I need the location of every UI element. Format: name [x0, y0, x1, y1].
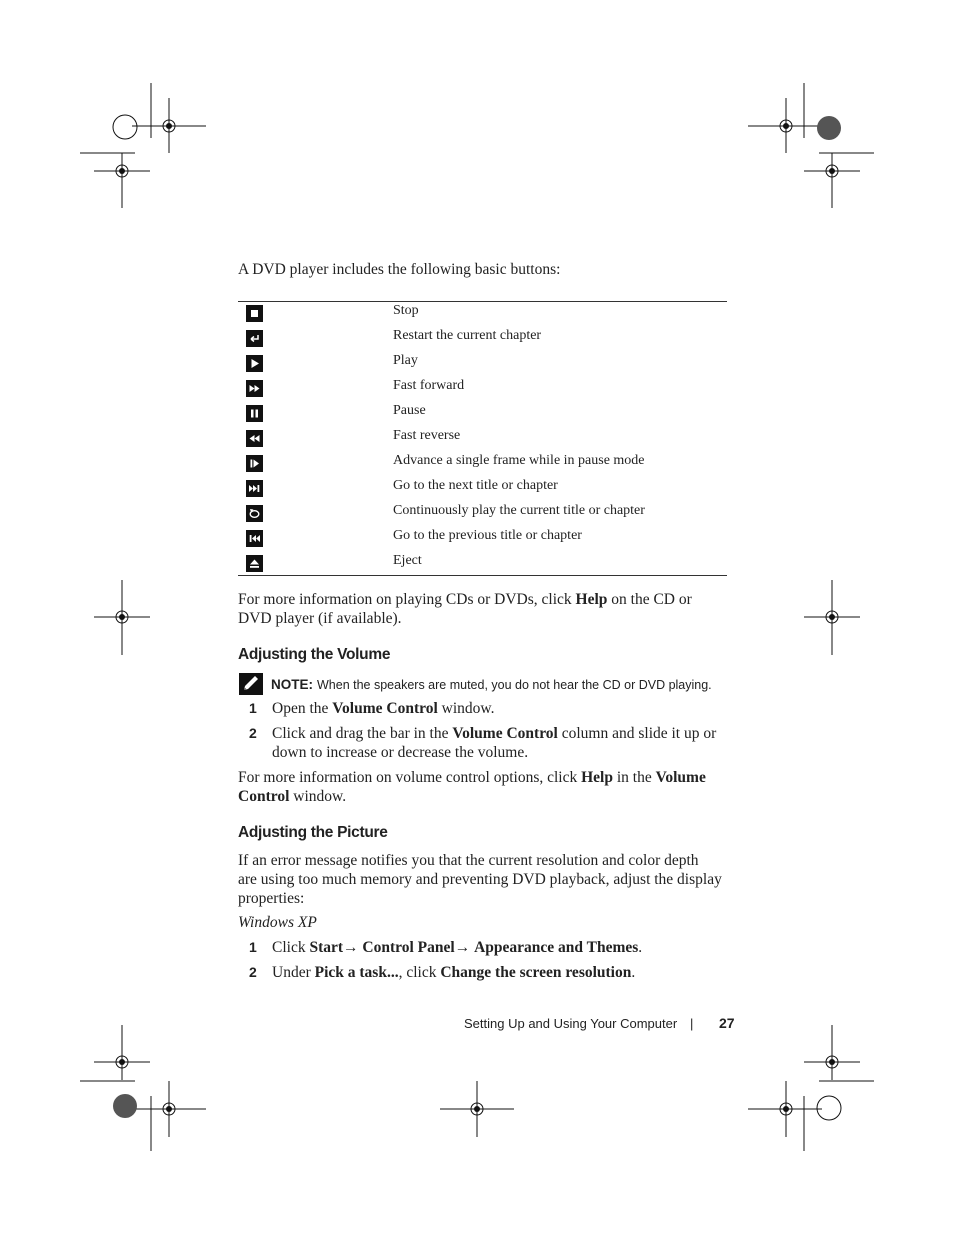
repeat-icon	[246, 505, 263, 522]
button-description: Continuously play the current title or chapter	[393, 503, 645, 518]
step-number: 1	[249, 939, 257, 955]
note-text: When the speakers are muted, you do not hear the CD or DVD playing.	[317, 678, 712, 692]
footer-separator: |	[690, 1016, 694, 1031]
button-description: Fast reverse	[393, 428, 461, 443]
button-description: Stop	[393, 303, 419, 318]
frame-advance-icon	[246, 455, 263, 472]
stop-icon	[246, 305, 263, 322]
fast-forward-icon	[246, 380, 263, 397]
step-number: 2	[249, 725, 257, 741]
step-number: 1	[249, 700, 257, 716]
os-label: Windows XP	[238, 914, 317, 931]
picture-step-2: Under Pick a task..., click Change the screen resolution.	[272, 964, 636, 981]
button-description: Pause	[393, 403, 426, 418]
next-chapter-icon	[246, 480, 263, 497]
button-description: Fast forward	[393, 378, 465, 393]
footer-title: Setting Up and Using Your Computer	[464, 1016, 678, 1031]
eject-icon	[246, 555, 263, 572]
note	[271, 676, 712, 694]
button-description: Go to the next title or chapter	[393, 478, 558, 493]
button-description: Advance a single frame while in pause mode	[393, 453, 645, 468]
play-icon	[246, 355, 263, 372]
previous-chapter-icon	[246, 530, 263, 547]
button-description: Restart the current chapter	[393, 328, 542, 343]
step-number: 2	[249, 964, 257, 980]
restart-chapter-icon	[246, 330, 263, 347]
picture-step-1: Click Start→ Control Panel→ Appearance and Themes.	[272, 939, 643, 956]
fast-reverse-icon	[246, 430, 263, 447]
playback-help-paragraph: For more information on playing CDs or DVDs, click Help on the CD or DVD player (if available).	[238, 591, 692, 627]
volume-step-1: Open the Volume Control window.	[272, 700, 495, 717]
note-pencil-icon	[239, 673, 263, 700]
table-bottom-rule	[238, 575, 727, 576]
button-description: Go to the previous title or chapter	[393, 528, 582, 543]
volume-help-paragraph: For more information on volume control options, click Help in the Volume Control window.	[238, 769, 706, 805]
volume-heading: Adjusting the Volume	[238, 646, 391, 663]
pause-icon	[246, 405, 263, 422]
button-description: Play	[393, 353, 418, 368]
table-top-rule	[238, 301, 727, 302]
button-description: Eject	[393, 553, 422, 568]
picture-heading: Adjusting the Picture	[238, 824, 388, 841]
intro-text: A DVD player includes the following basic buttons:	[238, 261, 561, 278]
volume-step-2: Click and drag the bar in the Volume Control column and slide it up or down to increase or decrease the volume.	[272, 725, 717, 761]
note-label: NOTE:	[271, 677, 313, 692]
page-number: 27	[719, 1015, 735, 1031]
picture-paragraph: If an error message notifies you that the current resolution and color depth are using too much memory and preventing DVD playback, adjust the display properties:	[238, 852, 722, 907]
